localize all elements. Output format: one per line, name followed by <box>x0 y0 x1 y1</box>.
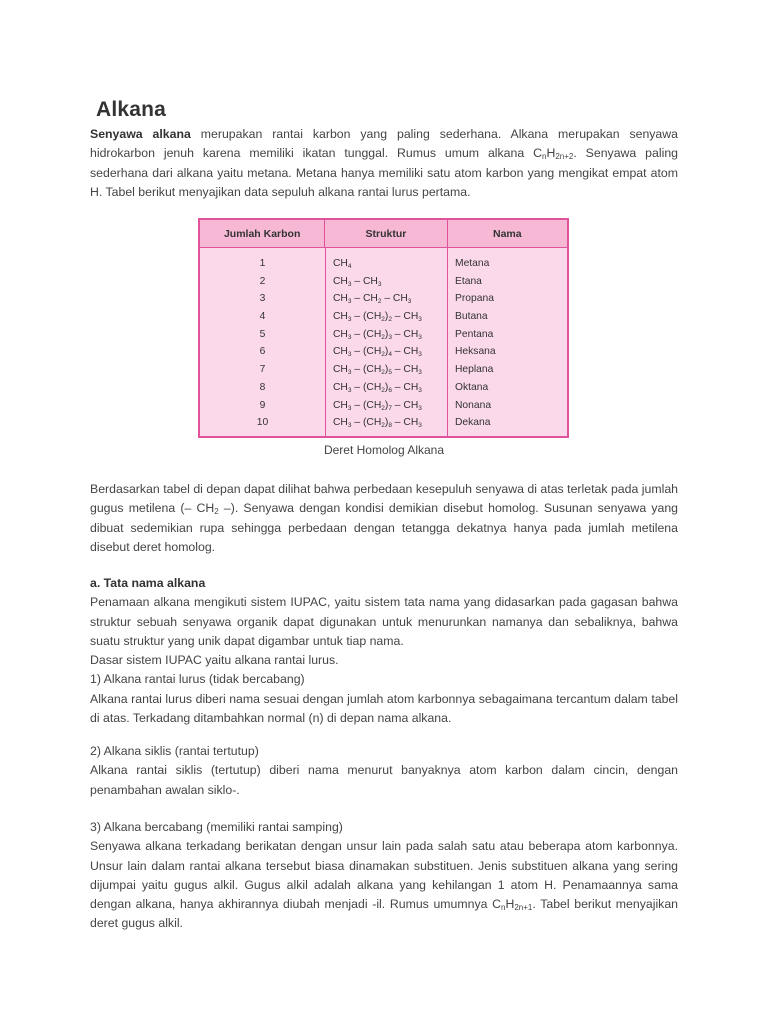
item1-title: 1) Alkana rantai lurus (tidak bercabang) <box>90 672 305 687</box>
cell-nama: Pentana <box>455 328 494 340</box>
paragraph-homolog: Berdasarkan tabel di depan dapat dilihat bahwa perbedaan kesepuluh senyawa di atas terletak pada jumlah gugus metilena (– $CH_2$ –). Senyawa dengan kondisi demikian disebut homolog. Susunan senyawa yang dibuat sedemikian rupa sehingga perbedaan dengan tetangga dekatnya hanya pada jumlah metilena disebut deret homolog. <box>90 482 679 554</box>
cell-struktur: $CH_4$ <box>333 258 352 270</box>
header-nama: Nama <box>447 220 567 247</box>
cell-struktur: $CH_3 - CH_3$ <box>333 275 382 288</box>
page-title: Alkana <box>96 98 167 121</box>
cell-nama: Propana <box>455 293 494 305</box>
cell-jumlah-karbon: 9 <box>259 399 266 411</box>
cell-jumlah-karbon: 6 <box>259 346 266 358</box>
section-a-heading: a. Tata nama alkana <box>90 576 206 590</box>
cell-struktur: $CH_3 - (CH_2)_3 - CH_3$ <box>333 328 422 341</box>
cell-struktur: $CH_3 - (CH_2)_8 - CH_3$ <box>333 417 422 430</box>
cell-nama: Etana <box>455 275 482 287</box>
table-header <box>200 220 567 248</box>
cell-jumlah-karbon: 8 <box>259 381 266 393</box>
column-jumlah-karbon <box>200 248 325 437</box>
cell-jumlah-karbon: 2 <box>259 275 266 287</box>
item2 <box>90 742 678 800</box>
cell-struktur: $CH_3 - (CH_2)_5 - CH_3$ <box>333 364 422 377</box>
cell-nama: Dekana <box>455 417 491 429</box>
cell-struktur: $CH_3 - (CH_2)_6 - CH_3$ <box>333 381 422 394</box>
cell-nama: Butana <box>455 311 488 323</box>
item2-text: Alkana rantai siklis (tertutup) diberi nama menurut banyaknya atom karbon dalam cincin, dengan penambahan awalan siklo-. <box>90 763 678 797</box>
cell-nama: Heksana <box>455 346 496 358</box>
cell-struktur: $CH_3 - (CH_2)_7 - CH_3$ <box>333 399 422 412</box>
header-struktur: Struktur <box>324 220 446 247</box>
table-caption: Deret Homolog Alkana <box>323 443 445 457</box>
cell-nama: Heplana <box>455 364 494 376</box>
item1-text: Alkana rantai lurus diberi nama sesuai dengan jumlah atom karbonnya sebagaimana tercantum dalam tabel di atas. Terkadang ditambahkan normal (n) di depan nama alkana. <box>90 691 678 726</box>
header-jumlah-karbon: Jumlah Karbon <box>223 227 301 240</box>
column-struktur <box>325 248 447 437</box>
intro-bold-term: Senyawa alkana <box>90 127 191 141</box>
cell-struktur: $CH_3 - CH_2 - CH_3$ <box>333 293 412 306</box>
cell-jumlah-karbon: 10 <box>256 417 269 429</box>
item3: 3) Alkana bercabang (memiliki rantai samping) Senyawa alkana terkadang berikatan dengan unsur lain pada salah satu atau beberapa atom karbonnya. Unsur lain dalam rantai alkana tersebut biasa dinamakan substituen. Jenis substituen alkana yang sering dijumpai yaitu gugus alkil. Gugus alkil adalah alkana yang kehilangan 1 atom H. Penamaannya sama dengan alkana, hanya akhirannya diubah menjadi -il. Rumus umumnya $C_nH_{2n+1}$. Tabel berikut menyajikan deret gugus alkil. <box>90 820 679 931</box>
section-a <box>90 574 678 728</box>
cell-jumlah-karbon: 4 <box>259 311 266 323</box>
cell-struktur: $CH_3 - (CH_2)_2 - CH_3$ <box>333 311 422 324</box>
section-a-p1: Penamaan alkana mengikuti sistem IUPAC, yaitu sistem tata nama yang didasarkan pada gagasan bahwa struktur sebuah senyawa organik dapat digunakan untuk menurunkan namanya dan sebaliknya, bahwa suatu struktur yang unik dapat digambar untuk tiap nama. <box>90 595 678 648</box>
cell-nama: Metana <box>455 258 490 269</box>
cell-nama: Oktana <box>455 381 489 393</box>
intro-paragraph: Senyawa alkana merupakan rantai karbon yang paling sederhana. Alkana merupakan senyawa hidrokarbon jenuh karena memiliki ikatan tunggal. Rumus umum alkana $C_nH_{2n+2}$. Senyawa paling sederhana dari alkana yaitu metana. Metana hanya memiliki satu atom karbon yang mengikat empat atom H. Tabel berikut menyajikan data sepuluh alkana rantai lurus pertama. <box>90 127 678 199</box>
item2-title: 2) Alkana siklis (rantai tertutup) <box>90 744 259 758</box>
cell-jumlah-karbon: 3 <box>259 293 266 305</box>
item3-title: 3) Alkana bercabang (memiliki rantai samping) <box>90 820 343 834</box>
cell-nama: Nonana <box>455 399 492 411</box>
cell-jumlah-karbon: 5 <box>259 328 266 340</box>
section-a-p2: Dasar sistem IUPAC yaitu alkana rantai lurus. <box>90 653 339 668</box>
cell-jumlah-karbon: 1 <box>259 258 266 269</box>
column-nama <box>447 248 567 437</box>
alkane-table <box>198 218 569 438</box>
cell-struktur: $CH_3 - (CH_2)_4 - CH_3$ <box>333 346 422 359</box>
cell-jumlah-karbon: 7 <box>259 364 266 376</box>
table-body <box>200 248 567 437</box>
